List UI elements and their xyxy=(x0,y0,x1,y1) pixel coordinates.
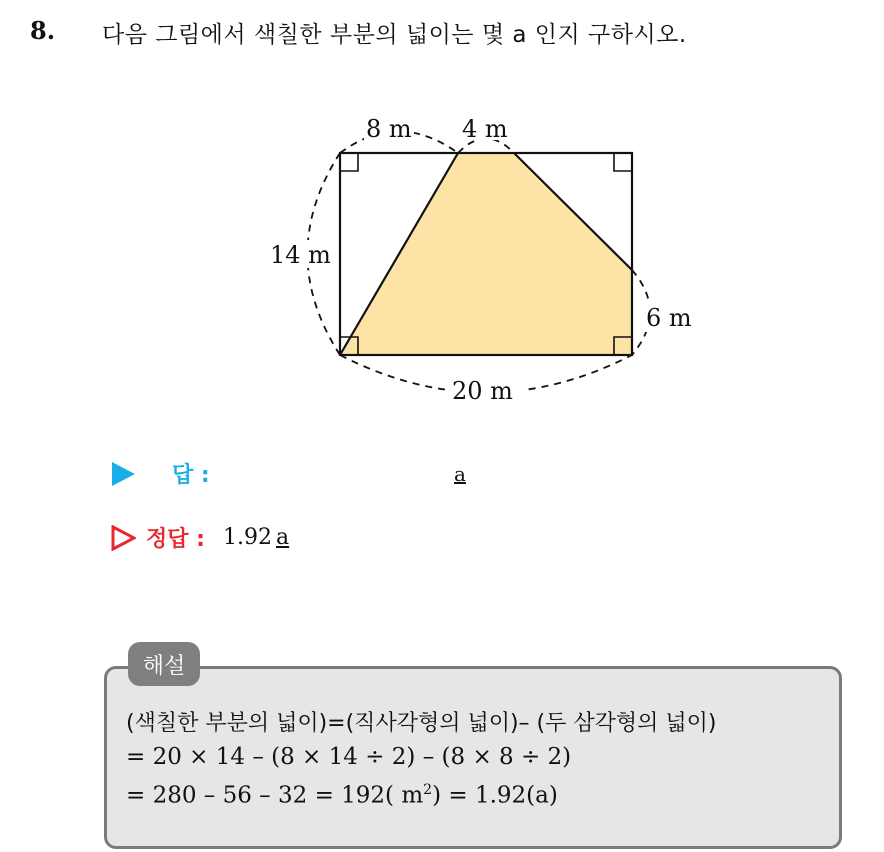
explanation-line-2: = 20 × 14 – (8 × 14 ÷ 2) – (8 × 8 ÷ 2) xyxy=(126,744,572,770)
question-text: 다음 그림에서 색칠한 부분의 넓이는 몇 a 인지 구하시오. xyxy=(102,22,687,48)
question-number: 8. xyxy=(30,16,56,45)
outline-triangle-icon xyxy=(110,525,136,551)
explanation-line-1: (색칠한 부분의 넓이)=(직사각형의 넓이)– (두 삼각형의 넓이) xyxy=(126,711,717,736)
label-top-left: 8 m xyxy=(366,115,412,143)
explanation-line-3 xyxy=(126,782,558,809)
correct-label: 정답 : xyxy=(146,527,205,552)
correct-row xyxy=(110,522,289,553)
explanation-line-3-suffix: ) = 1.92(a) xyxy=(432,782,558,809)
correct-value: 1.92 xyxy=(222,525,272,550)
play-triangle-icon xyxy=(110,461,136,487)
label-right: 6 m xyxy=(646,304,692,332)
answer-label: 답 : xyxy=(172,463,210,488)
right-angle-mark-top-right xyxy=(614,153,632,171)
answer-row xyxy=(110,458,210,489)
explanation-tab: 해설 xyxy=(128,642,200,686)
label-bottom: 20 m xyxy=(452,377,513,405)
correct-unit: a xyxy=(275,525,290,550)
label-top-right: 4 m xyxy=(462,115,508,143)
right-angle-mark-top-left xyxy=(340,153,358,171)
explanation-line-3-unit: m xyxy=(394,782,424,809)
explanation-line-3-prefix: = 280 – 56 – 32 = 192( xyxy=(126,782,395,809)
answer-unit: a xyxy=(454,462,466,486)
label-left: 14 m xyxy=(270,241,331,269)
explanation-line-3-exp: 2 xyxy=(423,782,433,798)
shaded-region xyxy=(340,153,632,355)
